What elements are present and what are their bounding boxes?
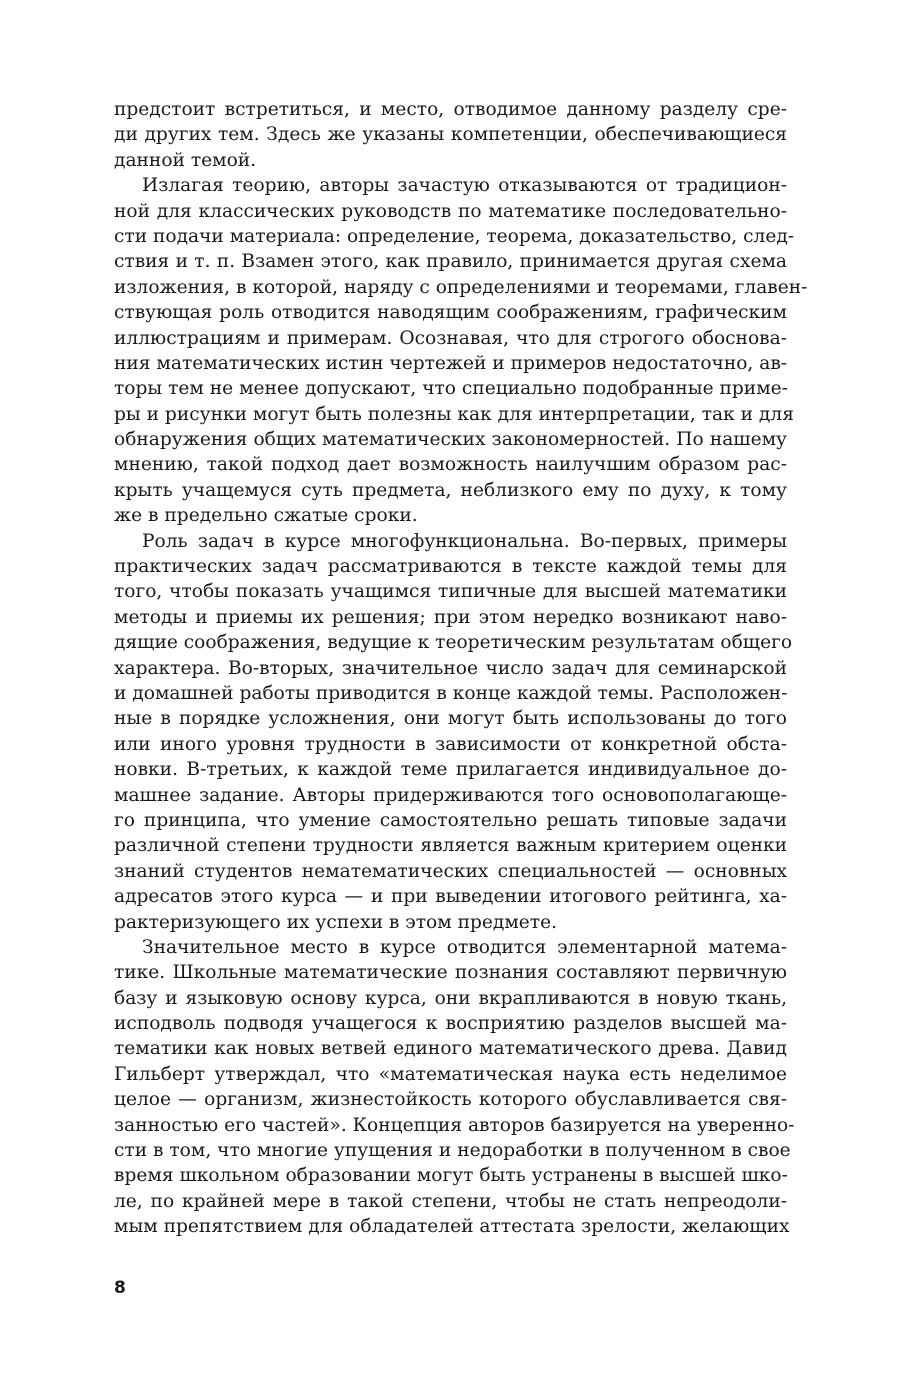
text-line: торы тем не менее допускают, что специально подобранные приме- bbox=[114, 378, 788, 400]
paragraph bbox=[114, 97, 787, 173]
text-line: предстоит встретиться, и место, отводимое данному разделу сре- bbox=[114, 99, 787, 120]
text-line: Значительное место в курсе отводится элементарной матема- bbox=[142, 936, 787, 958]
text-line: занностью его частей». Концепция авторов базируется на уверенно- bbox=[114, 1114, 795, 1136]
text-line: различной степени трудности является важным критерием оценки bbox=[114, 835, 787, 857]
text-line: рактеризующего их успехи в этом предмете. bbox=[114, 911, 557, 933]
page-body bbox=[114, 97, 808, 1240]
text-line: обнаружения общих математических закономерностей. По нашему bbox=[114, 429, 787, 451]
paragraph bbox=[114, 529, 793, 935]
text-line: машнее задание. Авторы придерживаются того основополагающе- bbox=[114, 784, 787, 806]
text-line: Гильберт утверждал, что «математическая наука есть неделимое bbox=[114, 1063, 787, 1085]
text-line: мым препятствием для обладателей аттестата зрелости, желающих bbox=[114, 1216, 790, 1238]
text-line: Излагая теорию, авторы зачастую отказываются от традицион- bbox=[142, 175, 787, 197]
text-line: изложения, в которой, наряду с определениями и теоремами, главен- bbox=[114, 276, 808, 298]
text-line: го принципа, что умение самостоятельно решать типовые задачи bbox=[114, 809, 787, 831]
text-line: того, чтобы показать учащимся типичные для высшей математики bbox=[114, 581, 787, 603]
text-line: тематики как новых ветвей единого математического древа. Давид bbox=[114, 1038, 787, 1060]
text-line: данной темой. bbox=[114, 149, 257, 171]
text-line: ле, по крайней мере в такой степени, чтобы не стать непреодоли- bbox=[114, 1190, 787, 1212]
text-line: адресатов этого курса — и при выведении итогового рейтинга, ха- bbox=[114, 886, 787, 908]
text-line: тике. Школьные математические познания составляют первичную bbox=[114, 962, 787, 984]
text-line: знаний студентов нематематических специальностей — основных bbox=[114, 860, 787, 882]
text-line: Роль задач в курсе многофункциональна. Во-первых, примеры bbox=[142, 530, 787, 552]
text-line: дящие соображения, ведущие к теоретическим результатам общего bbox=[114, 632, 793, 654]
text-line: ди других тем. Здесь же указаны компетенции, обеспечивающиеся bbox=[114, 124, 787, 146]
text-line: методы и приемы их решения; при этом нередко возникают наво- bbox=[114, 606, 787, 628]
text-line: сти в том, что многие упущения и недоработки в полученном в свое bbox=[114, 1140, 791, 1162]
text-line: крыть учащемуся суть предмета, неблизкого ему по духу, к тому bbox=[114, 479, 787, 501]
text-line: или иного уровня трудности в зависимости от конкретной обста- bbox=[114, 733, 787, 755]
text-line: время школьном образовании могут быть устранены в высшей шко- bbox=[114, 1165, 788, 1187]
text-line: практических задач рассматриваются в тексте каждой темы для bbox=[114, 556, 787, 578]
text-line: новки. В-третьих, к каждой теме прилагается индивидуальное до- bbox=[114, 759, 787, 781]
text-line: ния математических истин чертежей и примеров недостаточно, ав- bbox=[114, 352, 788, 374]
text-line: ствия и т. п. Взамен этого, как правило, принимается другая схема bbox=[114, 251, 787, 273]
paragraph bbox=[114, 173, 808, 528]
text-line: ствующая роль отводится наводящим соображениям, графическим bbox=[114, 302, 787, 324]
text-line: мнению, такой подход дает возможность наилучшим образом рас- bbox=[114, 454, 787, 476]
text-line: ные в порядке усложнения, они могут быть использованы до того bbox=[114, 708, 787, 730]
text-line: характера. Во-вторых, значительное число задач для семинарской bbox=[114, 657, 787, 679]
text-line: исподволь подводя учащегося к восприятию разделов высшей ма- bbox=[114, 1013, 787, 1035]
text-line: же в предельно сжатые сроки. bbox=[114, 505, 418, 527]
text-line: ной для классических руководств по математике последовательно- bbox=[114, 200, 787, 222]
text-line: ры и рисунки могут быть полезны как для интерпретации, так и для bbox=[114, 403, 794, 425]
text-line: и домашней работы приводится в конце каждой темы. Расположен- bbox=[114, 682, 788, 704]
text-line: целое — организм, жизнестойкость которого обуславливается свя- bbox=[114, 1089, 787, 1111]
text-line: базу и языковую основу курса, они вкрапливаются в новую ткань, bbox=[114, 987, 787, 1009]
text-line: иллюстрациям и примерам. Осознавая, что для строгого обоснова- bbox=[114, 327, 787, 349]
paragraph bbox=[114, 935, 795, 1240]
page-number: 8 bbox=[114, 1278, 126, 1298]
text-line: сти подачи материала: определение, теорема, доказательство, след- bbox=[114, 225, 795, 247]
